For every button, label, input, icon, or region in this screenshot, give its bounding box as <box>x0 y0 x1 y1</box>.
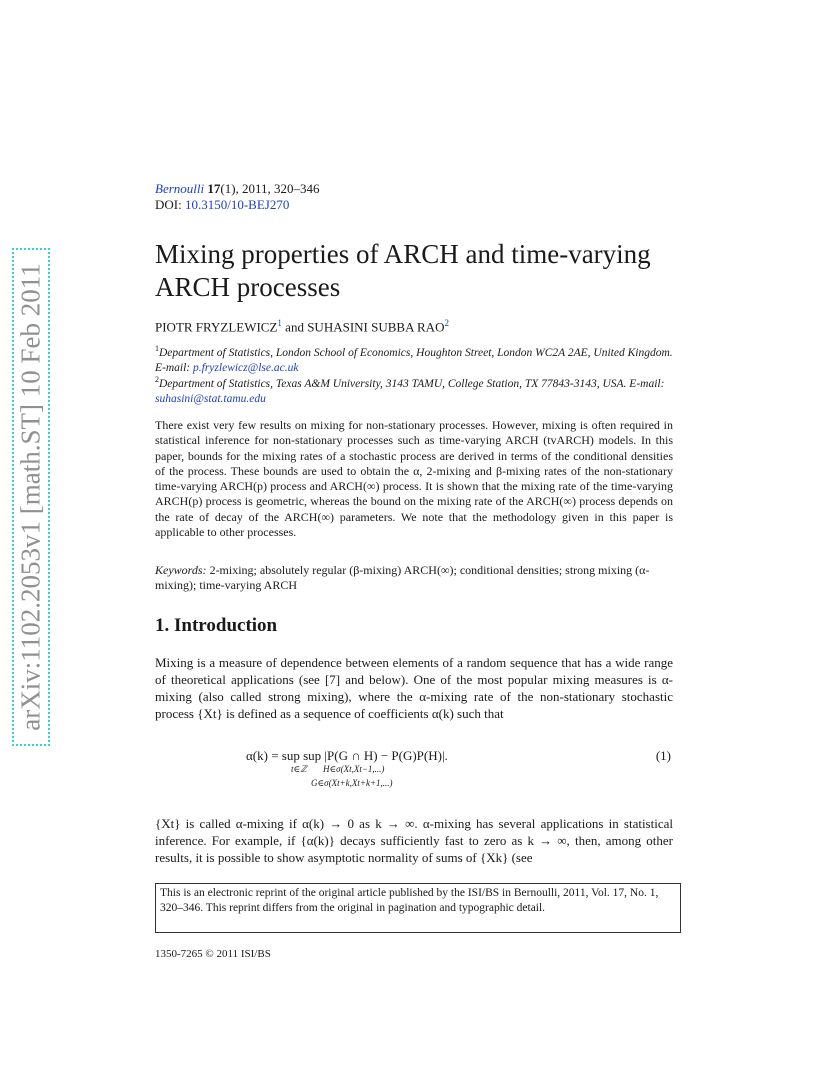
journal-reference <box>155 180 320 197</box>
reprint-notice: This is an electronic reprint of the original article published by the ISI/BS in Bernoulli, 2011, Vol. 17, No. 1, 320–346. This reprint differs from the original in pagination and typographic detail. <box>155 883 681 933</box>
journal-volume: 17 <box>207 181 221 196</box>
author-2-affil-mark[interactable]: 2 <box>444 318 449 328</box>
affiliation-2-mark: 2 <box>155 375 159 384</box>
doi-label: DOI: <box>155 197 182 212</box>
affiliation-1-text: Department of Statistics, London School of Economics, Houghton Street, London WC2A 2AE, United Kingdom. E-mail: <box>155 346 673 374</box>
section-title-text: Introduction <box>174 615 278 636</box>
affiliation-1 <box>155 341 680 376</box>
equation-subscript-h: H∈σ(Xt,Xt−1,...) <box>323 764 385 774</box>
equation-number: (1) <box>655 748 671 763</box>
keywords-text: 2-mixing; absolutely regular (β-mixing) ARCH(∞); conditional densities; strong mixing (α-mixing); time-varying ARCH <box>155 563 650 593</box>
arxiv-stamp <box>0 0 58 1072</box>
doi-link[interactable]: 10.3150/10-BEJ270 <box>184 197 290 212</box>
abstract: There exist very few results on mixing for non-stationary processes. However, mixing is often required in statistical inference for non-stationary processes such as time-varying ARCH (tvARCH) models. In this paper, bounds for the mixing rates of a stochastic process are derived in terms of the conditional densities of the process. These bounds are used to obtain the α, 2-mixing and β-mixing rates of the non-stationary time-varying ARCH(p) process and ARCH(∞) process. It is shown that the mixing rate of the time-varying ARCH(p) process is geometric, whereas the bound on the mixing rate of the ARCH(∞) process depends on the rate of decay of the ARCH(∞) parameters. We note that the methodology given in this paper is applicable to other processes. <box>155 418 673 540</box>
affiliation-2 <box>155 372 680 407</box>
page-footer: 1350-7265 © 2011 ISI/BS <box>155 948 271 960</box>
author-1: PIOTR FRYZLEWICZ <box>155 319 278 335</box>
journal-link[interactable]: Bernoulli <box>155 181 205 196</box>
equation-1 <box>155 748 673 798</box>
author-1-affil-mark[interactable]: 1 <box>277 318 282 328</box>
affiliation-1-mark: 1 <box>155 344 159 353</box>
equation-main: α(k) = sup sup |P(G ∩ H) − P(G)P(H)|. <box>246 748 448 763</box>
intro-paragraph-2: {Xt} is called α-mixing if α(k) → 0 as k → ∞. α-mixing has several applications in statistical inference. For example, if {α(k)} decays sufficiently fast to zero as k → ∞, then, among other results, it is possible to show asymptotic normality of sums of {Xk} (see <box>155 816 673 865</box>
section-heading <box>155 615 277 637</box>
arxiv-stamp-text: arXiv:1102.2053v1 [math.ST] 10 Feb 2011 <box>15 263 46 731</box>
paper-title: Mixing properties of ARCH and time-varying ARCH processes <box>155 239 651 302</box>
journal-issue-pages: (1), 2011, 320–346 <box>220 181 320 196</box>
author-2: SUHASINI SUBBA RAO <box>307 319 445 335</box>
author-line <box>155 318 449 335</box>
keywords <box>155 563 673 594</box>
affiliation-2-email[interactable]: suhasini@stat.tamu.edu <box>155 392 266 405</box>
equation-subscript-t: t∈ℤ <box>291 764 307 774</box>
keywords-label: Keywords: <box>155 563 207 577</box>
section-number: 1. <box>155 615 170 636</box>
author-conjunction: and <box>281 319 308 335</box>
affiliation-2-text: Department of Statistics, Texas A&M University, 3143 TAMU, College Station, TX 77843-3143, USA. E-mail: <box>159 377 665 390</box>
equation-subscript-g: G∈σ(Xt+k,Xt+k+1,...) <box>311 778 393 788</box>
intro-paragraph-1: Mixing is a measure of dependence between elements of a random sequence that has a wide range of theoretical applications (see [7] and below). One of the most popular mixing measures is α-mixing (also called strong mixing), where the α-mixing rate of the non-stationary stochastic process {Xt} is defined as a sequence of coefficients α(k) such that <box>155 655 673 721</box>
affiliation-1-email[interactable]: p.fryzlewicz@lse.ac.uk <box>193 361 299 374</box>
doi-line <box>155 196 289 213</box>
